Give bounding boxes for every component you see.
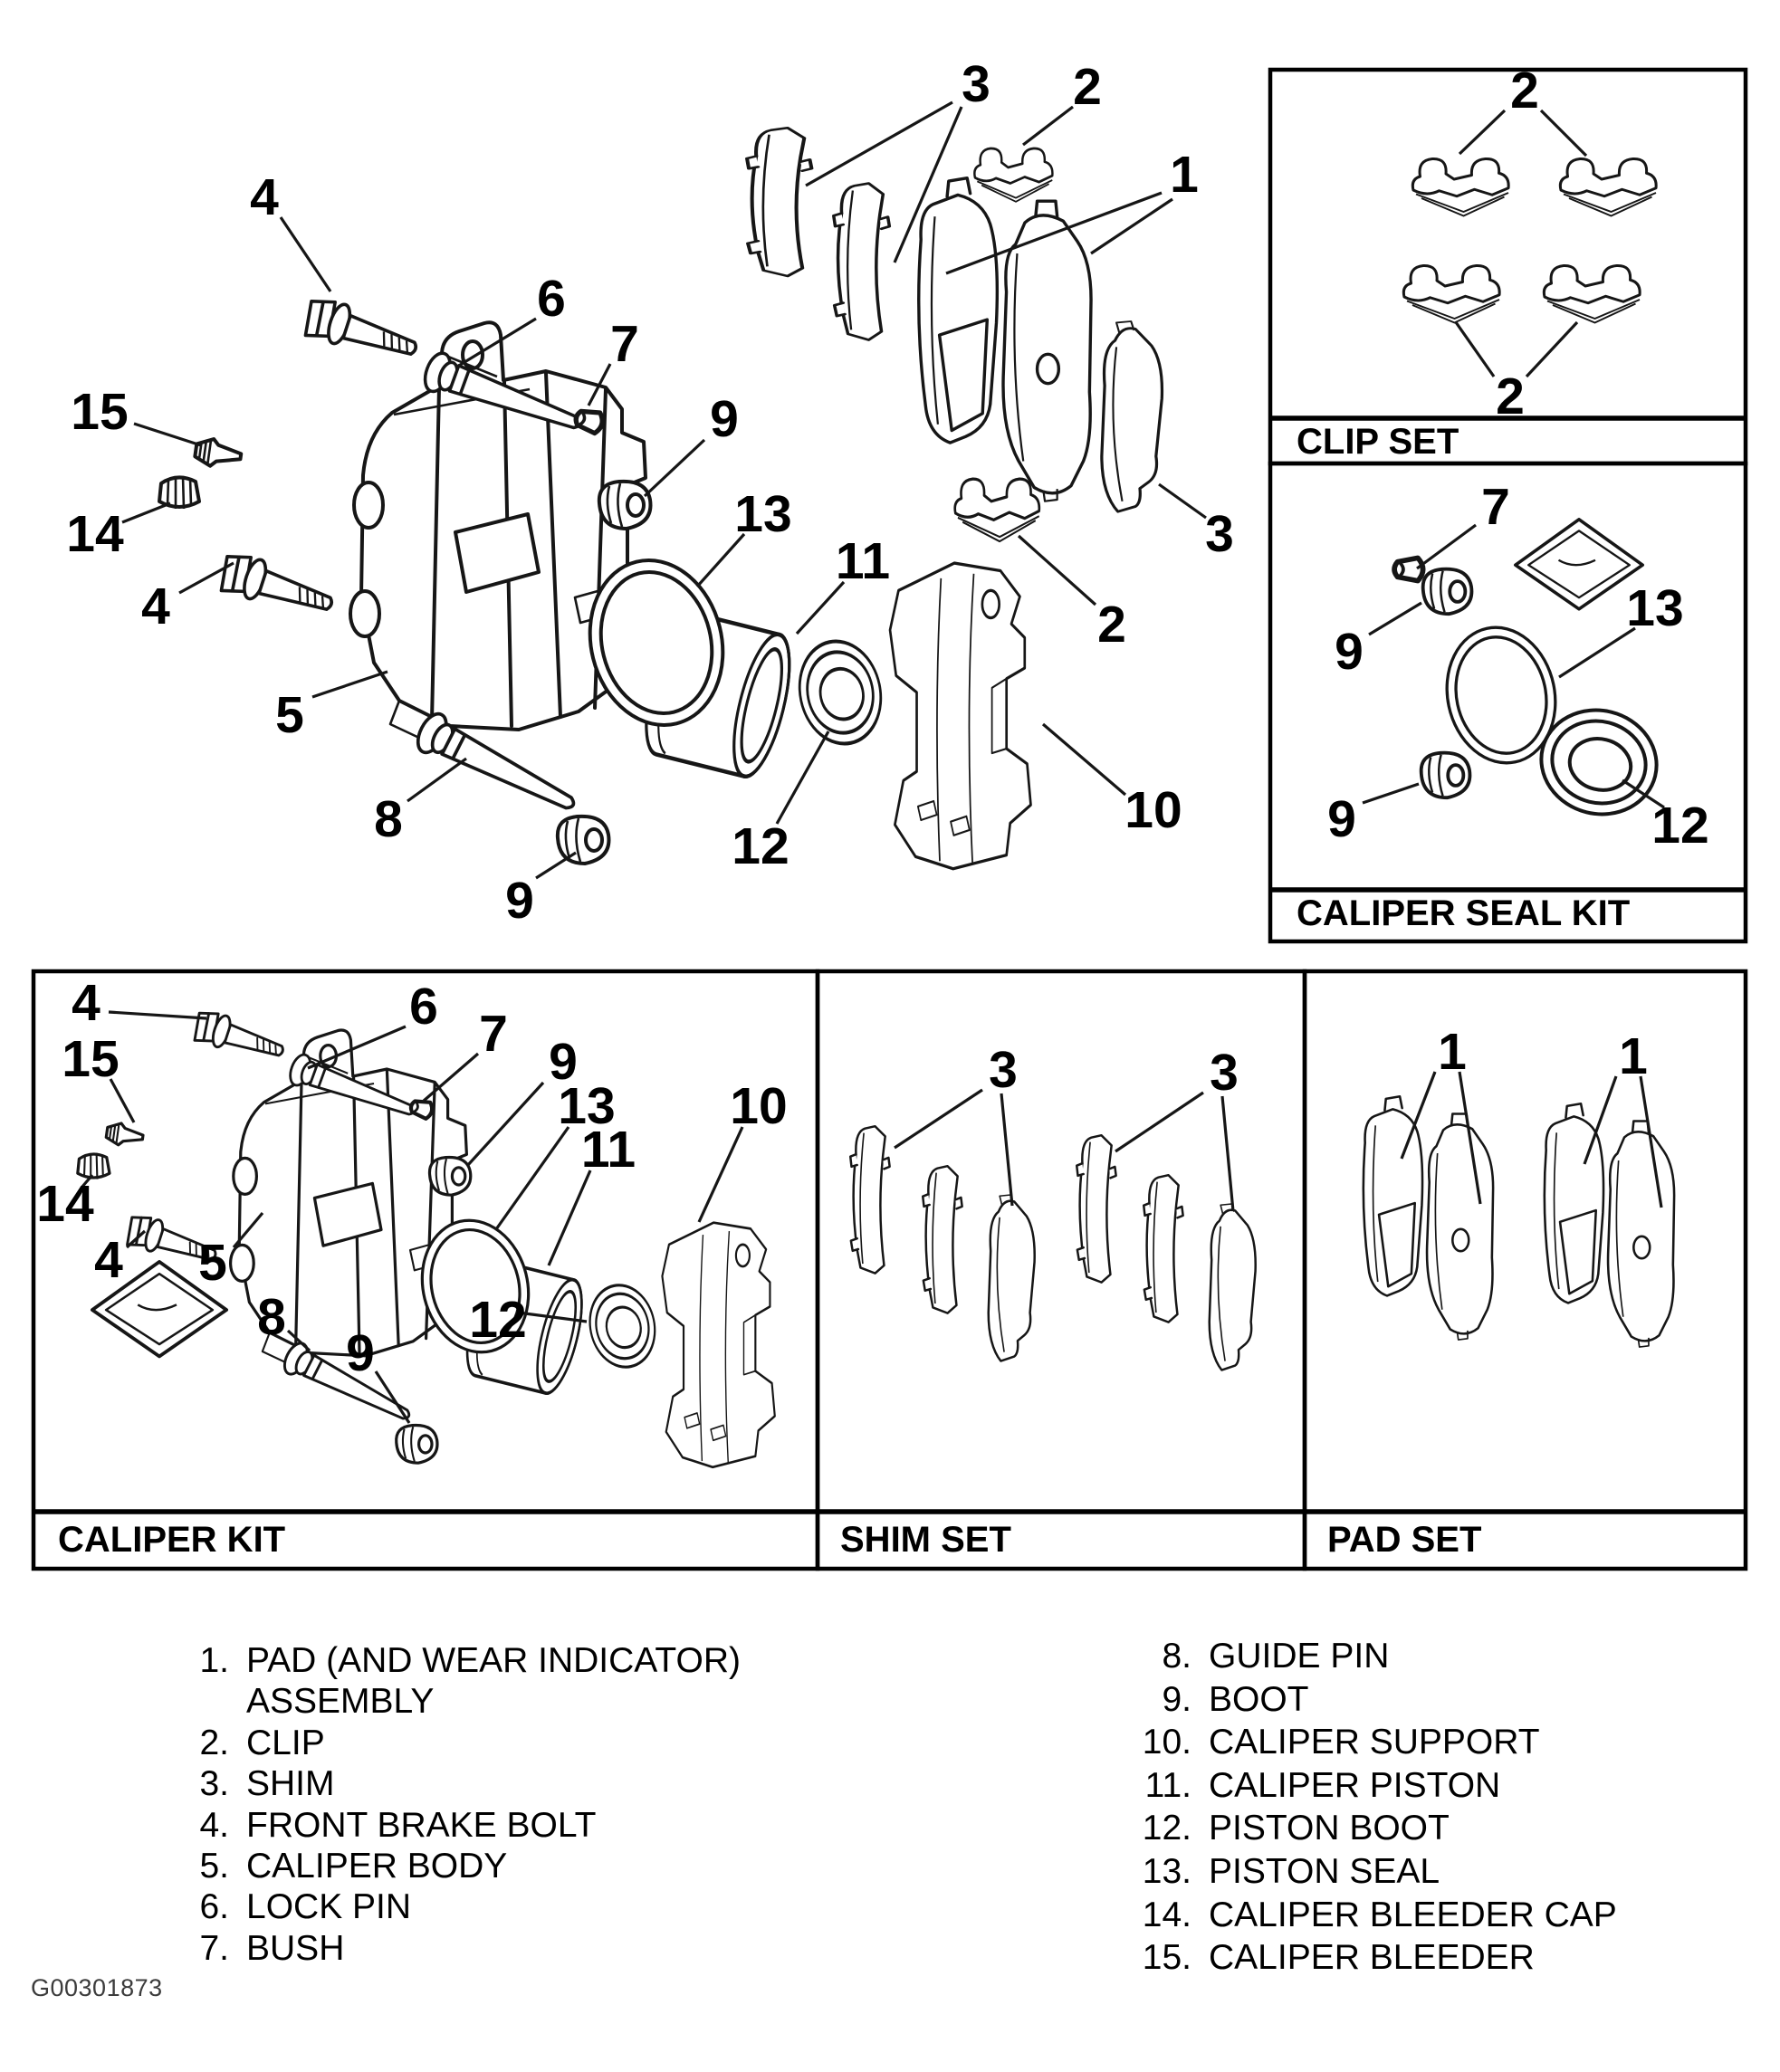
callout-number: 5 — [275, 686, 304, 744]
legend-item-number: 2. — [199, 1723, 229, 1762]
clip-drawing — [1403, 265, 1499, 322]
leader-line — [1369, 603, 1421, 635]
callout-number: 10 — [730, 1077, 788, 1135]
figure-code: G00301873 — [31, 1974, 163, 2001]
leader-line — [1001, 1093, 1012, 1206]
shim-drawing — [1144, 1175, 1182, 1322]
legend-item-text: CALIPER BODY — [246, 1846, 508, 1886]
callout-number: 7 — [610, 315, 639, 373]
leader-line — [549, 1170, 590, 1265]
callout-number: 3 — [1205, 505, 1234, 563]
leader-line — [1559, 628, 1635, 677]
pad-assembly-drawing — [1545, 1103, 1674, 1347]
leader-line — [777, 731, 828, 824]
legend-item-number: 11. — [1144, 1765, 1191, 1805]
callout-number: 2 — [1510, 62, 1539, 119]
caliper-seal-kit-label: CALIPER SEAL KIT — [1297, 893, 1631, 933]
legend-item-text: PISTON SEAL — [1209, 1851, 1440, 1891]
callout-number: 15 — [71, 383, 129, 441]
legend-row — [1132, 1936, 1617, 1980]
legend-item-text: GUIDE PIN — [1209, 1637, 1390, 1676]
callout-number: 8 — [374, 790, 403, 848]
legend-item-number: 6. — [199, 1887, 229, 1927]
pad-set-label: PAD SET — [1327, 1520, 1482, 1560]
legend-item-text: PISTON BOOT — [1209, 1809, 1450, 1848]
legend-item-number: 10. — [1142, 1723, 1191, 1762]
clip-drawing — [1544, 265, 1640, 322]
leader-line — [1159, 484, 1206, 518]
legend-item-number: 5. — [199, 1846, 229, 1886]
leader-line — [895, 1090, 982, 1148]
leader-line — [1363, 784, 1419, 803]
legend-row — [169, 1640, 741, 1681]
legend-row — [1132, 1635, 1617, 1678]
legend-item-text: CALIPER BLEEDER CAP — [1209, 1895, 1617, 1934]
shim-drawing — [1077, 1135, 1115, 1282]
legend-row — [1132, 1850, 1617, 1894]
main-exploded-view — [159, 128, 1162, 869]
legend-item-text: BUSH — [246, 1928, 345, 1968]
legend-row — [169, 1846, 741, 1886]
callout-number: 13 — [1626, 579, 1684, 637]
clip-set-label: CLIP SET — [1297, 422, 1459, 462]
legend-row — [1132, 1721, 1617, 1764]
callout-number: 15 — [62, 1030, 120, 1088]
callout-number: 14 — [36, 1175, 94, 1233]
caliper-kit-drawings — [78, 1007, 775, 1467]
clip-drawing — [974, 148, 1052, 202]
callout-number: 1 — [1619, 1027, 1648, 1085]
callout-number: 9 — [505, 872, 534, 930]
legend-item-number: 7. — [199, 1928, 229, 1968]
legend-item-number: 9. — [1162, 1679, 1191, 1719]
callout-number: 9 — [1335, 623, 1364, 681]
boot-drawing — [1421, 753, 1470, 798]
callout-number: 8 — [257, 1288, 286, 1346]
callout-number: 3 — [1210, 1044, 1239, 1102]
clip-set-drawings — [1403, 158, 1656, 322]
callout-number: 12 — [1651, 797, 1709, 855]
legend-row — [169, 1928, 741, 1969]
leader-line — [645, 440, 704, 496]
callout-number: 13 — [558, 1077, 616, 1135]
legend-item-text: PAD (AND WEAR INDICATOR) — [246, 1641, 742, 1680]
callout-number: 1 — [1170, 146, 1199, 204]
leader-line — [1417, 525, 1476, 568]
legend-row — [1132, 1894, 1617, 1937]
callout-number: 9 — [549, 1033, 578, 1091]
callout-number: 10 — [1124, 781, 1182, 839]
leader-line — [699, 1127, 742, 1222]
caliper-seal-kit-drawings — [1394, 520, 1668, 826]
shim-drawing — [834, 184, 890, 340]
shim-drawing — [923, 1166, 962, 1313]
callout-number: 11 — [580, 1121, 636, 1179]
legend-row — [169, 1681, 741, 1722]
callout-number: 1 — [1438, 1023, 1467, 1081]
callout-number: 2 — [1073, 58, 1102, 116]
callout-number: 9 — [1327, 790, 1356, 848]
callout-number: 5 — [198, 1234, 227, 1292]
legend-item-text: LOCK PIN — [246, 1887, 412, 1927]
legend-item-number — [169, 1681, 229, 1722]
boot-drawing — [1423, 569, 1472, 615]
caliper-kit-label: CALIPER KIT — [58, 1520, 286, 1560]
legend-item-number: 14. — [1142, 1895, 1191, 1934]
callout-number: 4 — [141, 578, 170, 635]
shim-drawing — [1102, 321, 1163, 511]
callout-number: 12 — [732, 817, 790, 875]
callout-number: 11 — [835, 532, 891, 590]
legend-item-number: 3. — [199, 1764, 229, 1804]
leader-line — [1456, 322, 1494, 377]
callout-number: 13 — [734, 485, 792, 543]
shim-drawing — [989, 1195, 1035, 1361]
legend-item-text: FRONT BRAKE BOLT — [246, 1805, 597, 1845]
legend-item-text: BOOT — [1209, 1679, 1309, 1719]
callout-number: 3 — [962, 55, 990, 113]
leader-line — [109, 1012, 206, 1018]
legend-item-number: 4. — [199, 1805, 229, 1845]
leader-line — [312, 672, 388, 697]
leader-line — [1023, 107, 1073, 145]
callout-number: 6 — [537, 270, 566, 328]
callout-number: 4 — [250, 168, 279, 226]
callout-number: 4 — [94, 1231, 123, 1289]
clip-drawing — [1560, 158, 1656, 215]
leader-line — [407, 759, 466, 801]
legend-row — [1132, 1678, 1617, 1722]
callout-number: 7 — [479, 1005, 508, 1063]
leader-line — [1459, 110, 1505, 154]
legend-item-number: 8. — [1162, 1637, 1191, 1676]
legend-row — [169, 1805, 741, 1846]
shim-drawing — [1210, 1204, 1256, 1370]
legend-row — [1132, 1764, 1617, 1808]
leader-line — [424, 1054, 478, 1101]
shim-drawing — [850, 1126, 889, 1273]
legend-item-text: ASSEMBLY — [246, 1682, 435, 1722]
leader-line — [536, 853, 576, 878]
callout-number: 9 — [346, 1324, 375, 1382]
grease-packet-drawing — [1516, 520, 1642, 609]
legend-item-number: 13. — [1142, 1851, 1191, 1891]
legend-item-text: CALIPER SUPPORT — [1209, 1723, 1540, 1762]
shim-set-drawings — [850, 1126, 1255, 1370]
shim-drawing — [747, 128, 811, 276]
callout-number: 6 — [409, 978, 438, 1036]
leader-line — [281, 217, 330, 291]
callout-number: 2 — [1496, 368, 1525, 425]
callout-number: 2 — [1097, 596, 1126, 654]
leader-line — [496, 1127, 569, 1229]
leader-line — [1019, 536, 1096, 605]
leader-line — [1043, 724, 1125, 795]
legend-row — [169, 1723, 741, 1763]
legend-item-number: 15. — [1142, 1938, 1191, 1978]
legend-item-number: 1. — [199, 1641, 229, 1680]
legend-item-text: CLIP — [246, 1723, 325, 1762]
callout-number: 4 — [72, 974, 100, 1032]
legend-row — [1132, 1807, 1617, 1850]
leader-line — [134, 424, 201, 445]
legend-left — [169, 1640, 741, 1969]
shim-set-label: SHIM SET — [840, 1520, 1011, 1560]
leader-line — [467, 1083, 543, 1166]
leader-line — [1222, 1096, 1233, 1211]
leader-line — [1091, 199, 1172, 253]
pad-assembly-drawing — [1364, 1096, 1493, 1340]
leader-line — [1115, 1093, 1203, 1151]
legend-item-text: CALIPER BLEEDER — [1209, 1938, 1535, 1978]
callout-number: 3 — [989, 1041, 1018, 1099]
leader-line — [1541, 110, 1586, 156]
callout-number: 7 — [1481, 478, 1510, 536]
callout-number: 12 — [469, 1291, 527, 1349]
bush-drawing — [1394, 558, 1423, 580]
legend-item-number: 12. — [1142, 1809, 1191, 1848]
leader-line — [122, 503, 170, 522]
pad-assembly-drawing — [919, 178, 1091, 501]
legend-row — [169, 1886, 741, 1927]
clip-drawing — [1412, 158, 1508, 215]
leader-line — [1526, 322, 1577, 377]
callout-number: 9 — [710, 390, 739, 448]
legend-row — [169, 1763, 741, 1804]
clip-drawing — [955, 479, 1039, 541]
legend-item-text: CALIPER PISTON — [1209, 1765, 1501, 1805]
legend-item-text: SHIM — [246, 1764, 335, 1804]
callout-number: 14 — [66, 505, 124, 563]
legend-right — [1132, 1635, 1617, 1980]
leader-line — [806, 102, 952, 186]
